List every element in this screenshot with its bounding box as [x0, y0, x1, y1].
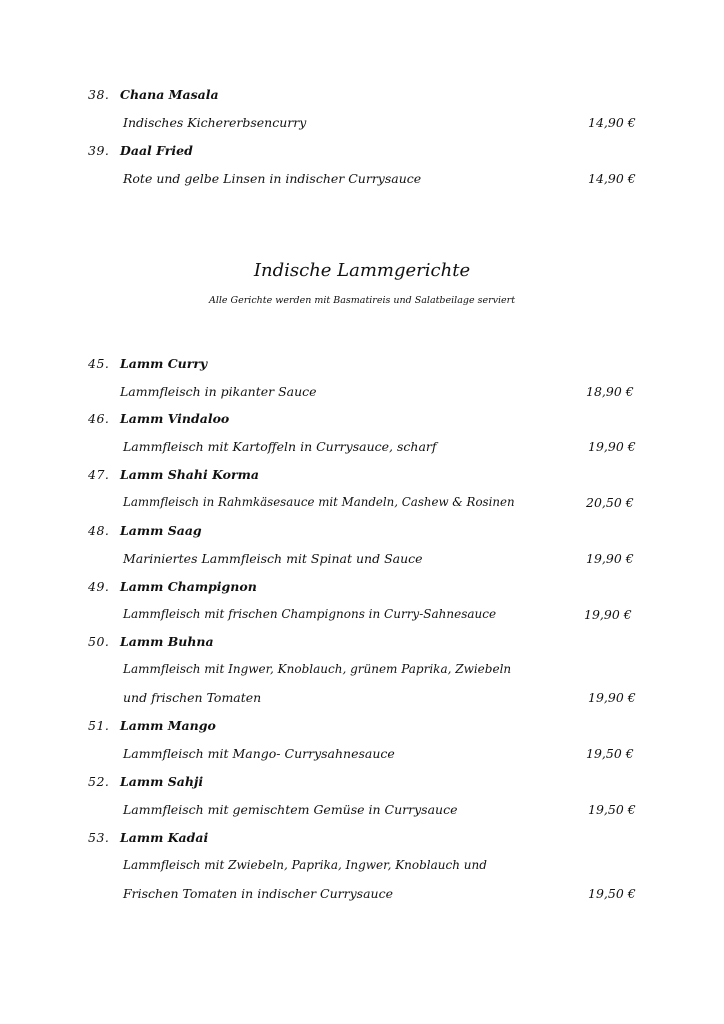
- item-description: Lammfleisch mit Kartoffeln in Currysauce, scharf: [123, 439, 437, 454]
- item-price: 19,90 €: [584, 607, 632, 622]
- item-description: Lammfleisch in pikanter Sauce: [120, 384, 317, 399]
- item-description: Rote und gelbe Linsen in indischer Currysauce: [123, 171, 422, 186]
- item-price: 19,90 €: [588, 690, 636, 705]
- item-price: 14,90 €: [588, 171, 636, 186]
- item-number: 46.: [88, 411, 110, 426]
- item-description: Lammfleisch mit Mango- Currysahnesauce: [123, 746, 395, 761]
- item-description: Lammfleisch mit frischen Champignons in Curry-Sahnesauce: [123, 607, 497, 621]
- item-price: 19,90 €: [586, 551, 634, 566]
- item-description: und frischen Tomaten: [123, 690, 262, 705]
- item-description: Lammfleisch mit Ingwer, Knoblauch, grünem Paprika, Zwiebeln: [123, 662, 512, 676]
- item-price: 19,50 €: [586, 746, 634, 761]
- item-price: 19,50 €: [588, 886, 636, 901]
- item-description: Mariniertes Lammfleisch mit Spinat und Sauce: [123, 551, 423, 566]
- item-description: Lammfleisch in Rahmkäsesauce mit Mandeln, Cashew & Rosinen: [123, 495, 515, 509]
- item-price: 19,50 €: [588, 802, 636, 817]
- item-number: 52.: [88, 774, 110, 789]
- item-description: Lammfleisch mit Zwiebeln, Paprika, Ingwer, Knoblauch und: [123, 858, 487, 872]
- section-subtitle: Alle Gerichte werden mit Basmatireis und Salatbeilage serviert: [208, 295, 516, 306]
- item-price: 14,90 €: [588, 115, 636, 130]
- item-name: Chana Masala: [120, 87, 219, 102]
- item-name: Lamm Sahji: [120, 774, 204, 789]
- item-name: Lamm Kadai: [120, 830, 209, 845]
- item-number: 48.: [88, 523, 110, 538]
- item-name: Lamm Mango: [120, 718, 216, 733]
- item-name: Lamm Curry: [120, 356, 208, 371]
- item-number: 51.: [88, 718, 110, 733]
- item-number: 39.: [88, 143, 110, 158]
- item-description: Indisches Kichererbsencurry: [123, 115, 307, 130]
- item-price: 18,90 €: [586, 384, 634, 399]
- item-number: 38.: [88, 87, 110, 102]
- item-description: Lammfleisch mit gemischtem Gemüse in Currysauce: [123, 802, 458, 817]
- item-name: Lamm Shahi Korma: [120, 467, 259, 482]
- item-number: 47.: [88, 467, 110, 482]
- item-price: 20,50 €: [586, 495, 634, 510]
- item-name: Lamm Buhna: [120, 634, 214, 649]
- section-title: Indische Lammgerichte: [253, 260, 471, 281]
- item-number: 50.: [88, 634, 110, 649]
- item-name: Lamm Vindaloo: [120, 411, 230, 426]
- item-number: 45.: [88, 356, 110, 371]
- item-price: 19,90 €: [588, 439, 636, 454]
- item-number: 53.: [88, 830, 110, 845]
- item-name: Daal Fried: [120, 143, 193, 158]
- item-description: Frischen Tomaten in indischer Currysauce: [123, 886, 394, 901]
- item-name: Lamm Saag: [120, 523, 202, 538]
- item-name: Lamm Champignon: [120, 579, 257, 594]
- item-number: 49.: [88, 579, 110, 594]
